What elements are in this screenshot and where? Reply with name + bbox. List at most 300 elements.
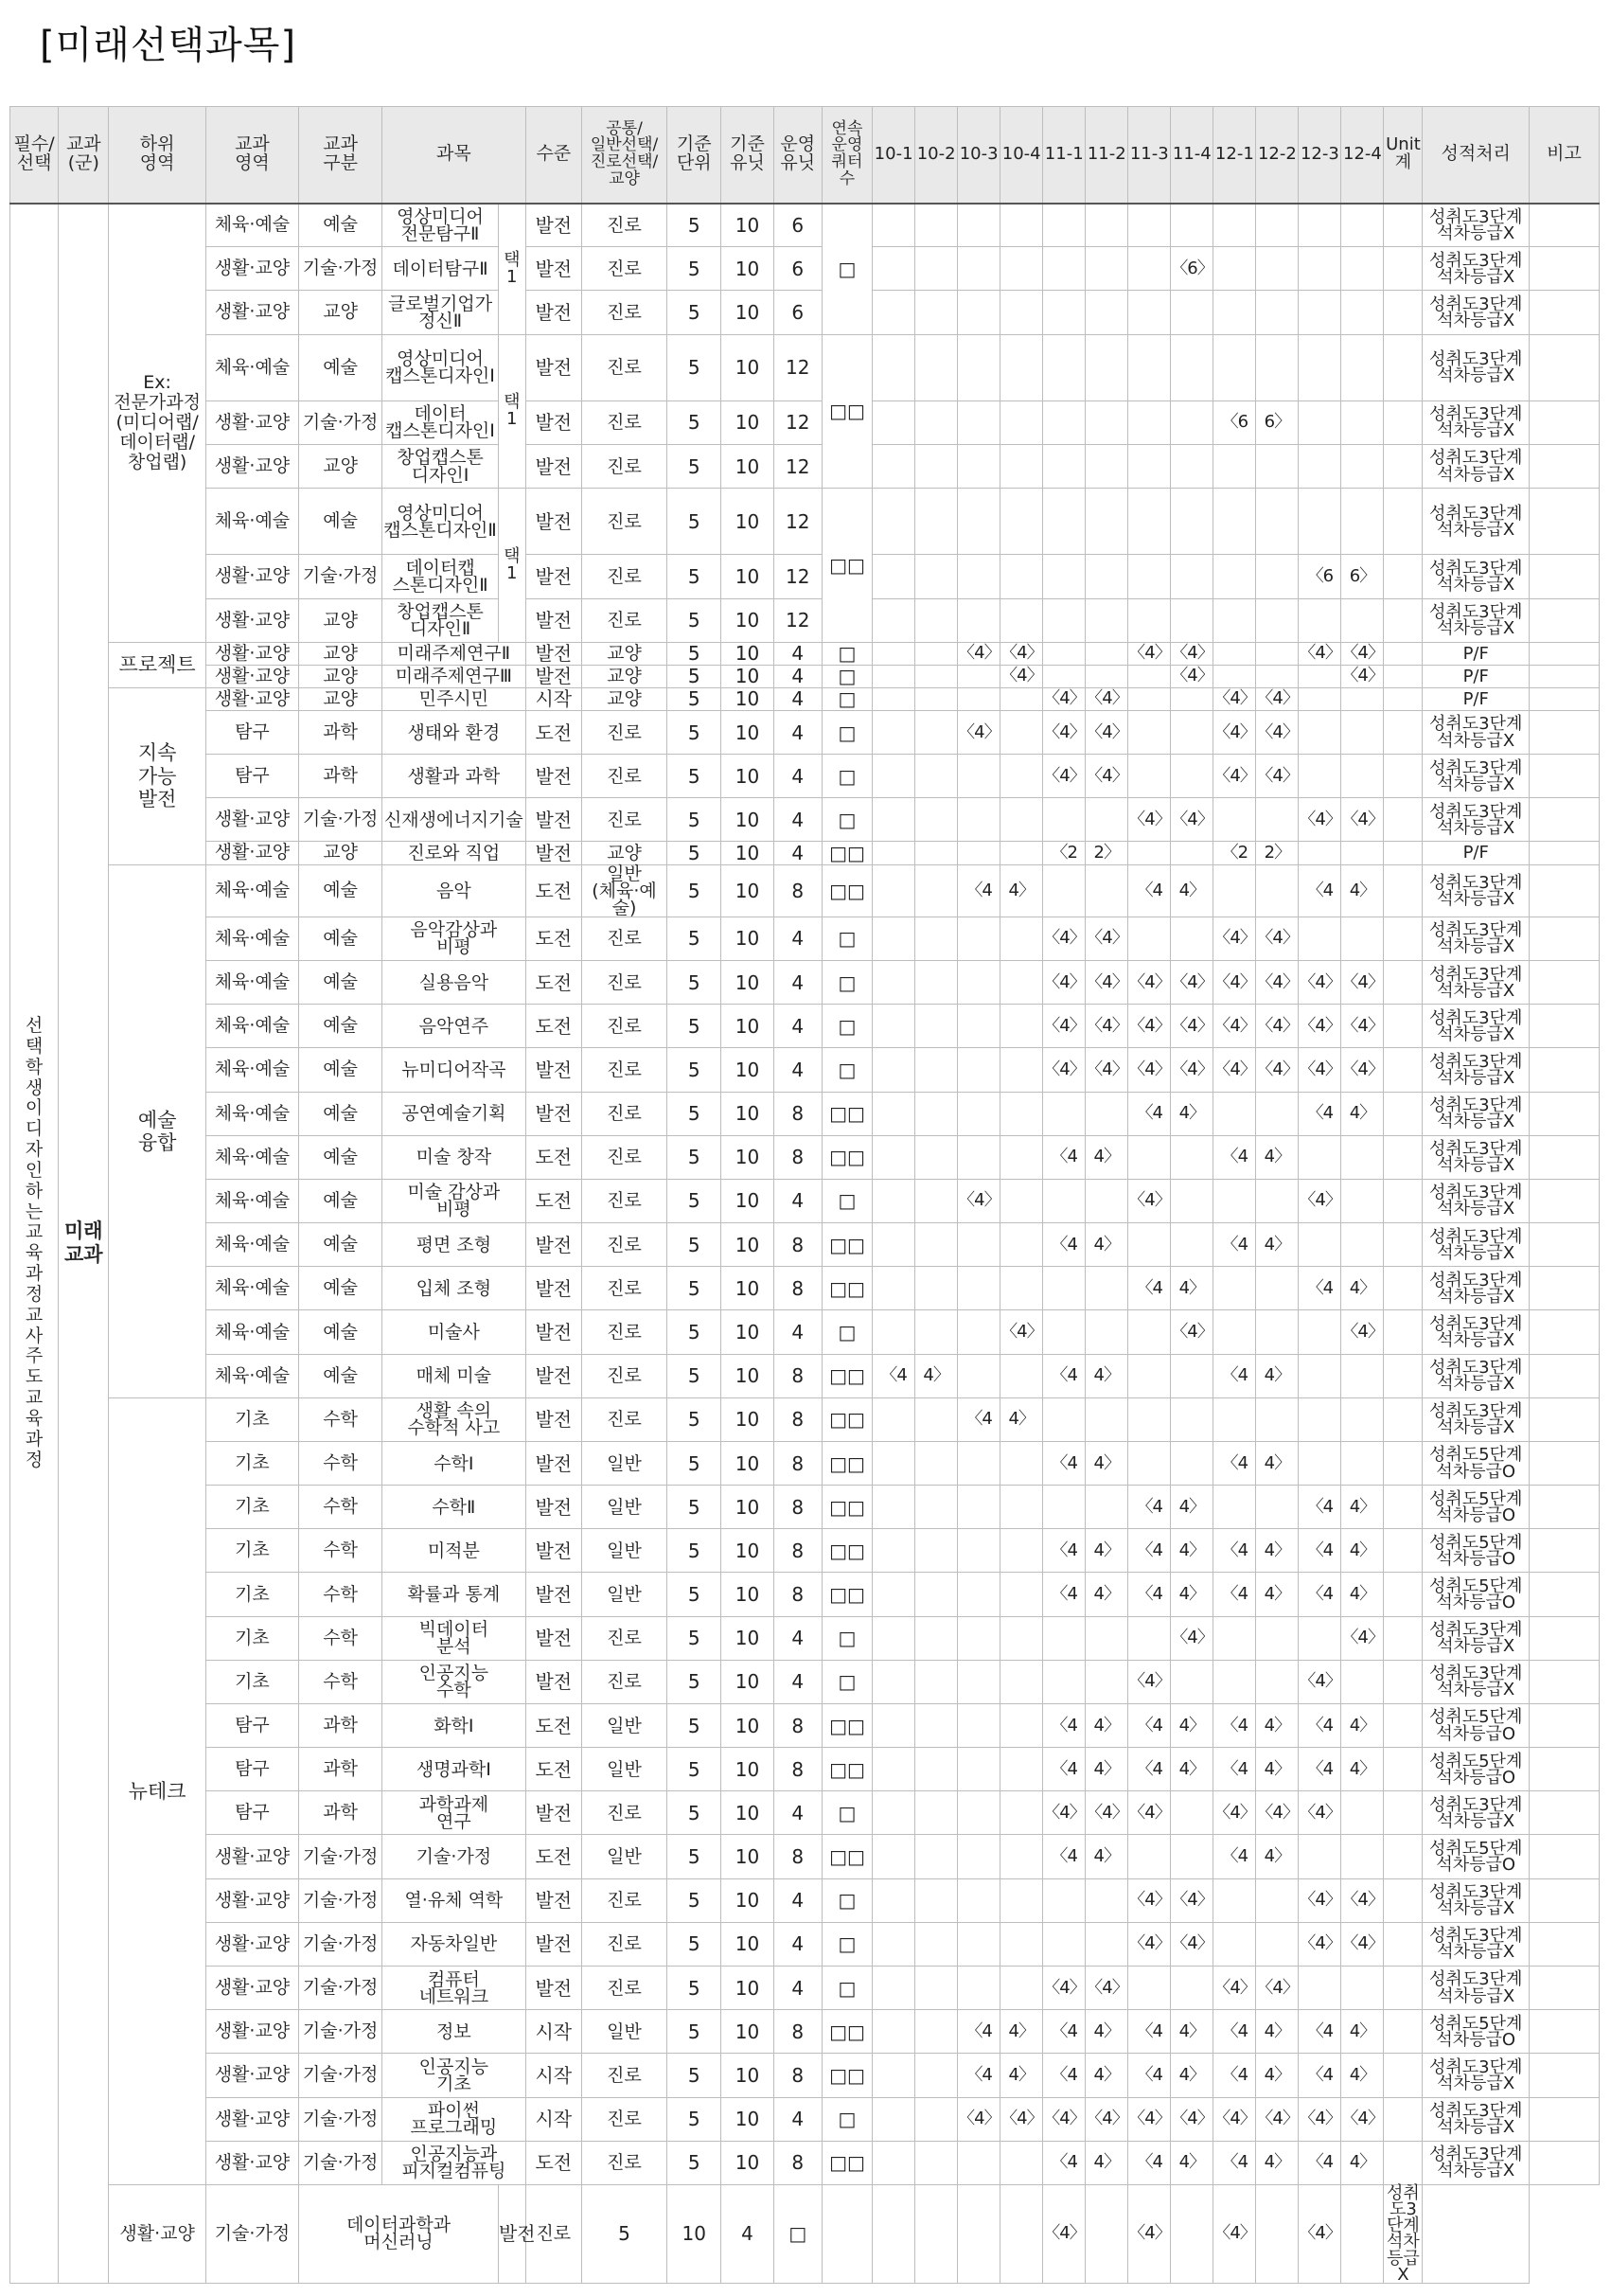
- semester-cell: [1000, 755, 1043, 798]
- level: 발전: [525, 1092, 581, 1135]
- std-units: 10: [721, 1441, 773, 1485]
- table-row: [10, 1267, 1600, 1310]
- level: 시작: [525, 2054, 581, 2097]
- semester-cell: 〈4〉: [1171, 1005, 1213, 1048]
- semester-cell: [1000, 917, 1043, 960]
- subject-name: 평면 조형: [382, 1223, 526, 1267]
- op-units: 8: [773, 1748, 822, 1791]
- semester-cell: 〈4〉: [1043, 1005, 1086, 1048]
- note-cell: [1530, 2141, 1600, 2184]
- semester-cell: 〈4〉: [1128, 2097, 1171, 2141]
- unit-total: [1384, 1486, 1423, 1529]
- semester-cell: [873, 2010, 915, 2054]
- std-unit: 5: [667, 1660, 721, 1703]
- semester-cell: [1128, 204, 1171, 247]
- semester-cell: [1341, 1441, 1384, 1485]
- semester-cell: 〈4〉: [1171, 2097, 1213, 2141]
- semester-cell: [1086, 555, 1128, 598]
- continuous-quarter: □□: [822, 1267, 872, 1310]
- subject-area: 기초: [205, 1573, 298, 1616]
- std-units: 10: [721, 1835, 773, 1878]
- continuous-quarter: □□: [822, 1354, 872, 1397]
- unit-total: [1384, 1310, 1423, 1354]
- semester-cell: 〈4〉: [1213, 917, 1256, 960]
- std-unit: 5: [667, 1354, 721, 1397]
- unit-total: [1384, 1441, 1423, 1485]
- semester-cell: [1000, 555, 1043, 598]
- semester-cell: 4〉: [1341, 1486, 1384, 1529]
- level: 도전: [525, 1179, 581, 1222]
- continuous-quarter: □: [822, 1179, 872, 1222]
- semester-cell: 〈4〉: [1299, 1005, 1341, 1048]
- subject-area: 생활·교양: [205, 291, 298, 334]
- course-type: 진로: [581, 1660, 666, 1703]
- std-unit: 5: [667, 291, 721, 334]
- unit-total: [1384, 710, 1423, 754]
- course-type: 일반 (체육·예술): [581, 864, 666, 917]
- semester-cell: 〈4〉: [1171, 961, 1213, 1005]
- semester-cell: [873, 961, 915, 1005]
- unit-total: [1384, 1573, 1423, 1616]
- subject-name: 인공지능과 피지컬컴퓨팅: [382, 2141, 526, 2184]
- semester-cell: 4〉: [1171, 1529, 1213, 1573]
- semester-cell: 4〉: [1171, 2141, 1213, 2184]
- table-row: [10, 247, 1600, 291]
- continuous-quarter: □: [822, 1791, 872, 1835]
- semester-cell: [822, 2184, 872, 2283]
- semester-cell: [958, 917, 1000, 960]
- note-cell: [1530, 798, 1600, 842]
- grading-method: 성취도3단계 석차등급X: [1423, 1922, 1530, 1966]
- subject-kind: 예술: [299, 1179, 382, 1222]
- semester-cell: 〈4〉: [1256, 1791, 1299, 1835]
- std-units: 10: [721, 1354, 773, 1397]
- subject-kind: 예술: [299, 1354, 382, 1397]
- grading-method: 성취도5단계 석차등급O: [1423, 1441, 1530, 1485]
- std-units: 10: [721, 2010, 773, 2054]
- semester-cell: [1341, 1660, 1384, 1703]
- std-unit: 5: [667, 1397, 721, 1441]
- std-units: 10: [721, 1922, 773, 1966]
- semester-cell: [1128, 1835, 1171, 1878]
- note-cell: [1530, 1179, 1600, 1222]
- subject-kind: 과학: [299, 755, 382, 798]
- op-units: 12: [773, 555, 822, 598]
- std-unit: 5: [667, 489, 721, 555]
- semester-cell: [1256, 1397, 1299, 1441]
- table-row: [10, 1967, 1600, 2010]
- table-row: [10, 961, 1600, 1005]
- grading-method: 성취도3단계 석차등급X: [1423, 1267, 1530, 1310]
- curriculum-table: [9, 106, 1600, 2284]
- semester-cell: [958, 961, 1000, 1005]
- grading-method: 성취도3단계 석차등급X: [1423, 1092, 1530, 1135]
- subject-area: 생활·교양: [205, 2097, 298, 2141]
- semester-cell: 〈4: [1213, 1573, 1256, 1616]
- col-header-type: 공통/ 일반선택/ 진로선택/ 교양: [581, 107, 666, 204]
- semester-cell: [958, 489, 1000, 555]
- semester-cell: [1043, 798, 1086, 842]
- semester-cell: 〈4: [1128, 1092, 1171, 1135]
- semester-cell: [1213, 444, 1256, 488]
- semester-cell: 〈4〉: [1256, 687, 1299, 710]
- std-units: 10: [721, 555, 773, 598]
- semester-cell: [1299, 1441, 1341, 1485]
- unit-total: [1384, 2141, 1423, 2184]
- semester-cell: [1086, 291, 1128, 334]
- grading-method: P/F: [1423, 842, 1530, 864]
- semester-cell: 〈4〉: [1171, 1048, 1213, 1092]
- table-row: [10, 665, 1600, 687]
- subarea-project: 프로젝트: [109, 642, 205, 687]
- semester-cell: [915, 1748, 958, 1791]
- semester-cell: 〈4〉: [1043, 755, 1086, 798]
- table-row: [10, 1791, 1600, 1835]
- table-row: [10, 1005, 1600, 1048]
- semester-cell: 〈4: [1043, 1441, 1086, 1485]
- semester-cell: [1000, 489, 1043, 555]
- semester-cell: [958, 291, 1000, 334]
- unit-total: [1384, 2097, 1423, 2141]
- semester-cell: [1256, 1179, 1299, 1222]
- subject-kind: 기술·가정: [299, 400, 382, 444]
- table-row: [10, 1573, 1600, 1616]
- subject-name: 미술 창작: [382, 1135, 526, 1179]
- std-units: 10: [721, 1967, 773, 2010]
- semester-cell: 〈4: [1043, 1223, 1086, 1267]
- col-header-std-unit: 기준 단위: [667, 107, 721, 204]
- std-unit: 5: [667, 204, 721, 247]
- course-type: 진로: [581, 2141, 666, 2184]
- semester-cell: [1000, 1048, 1043, 1092]
- semester-cell: [915, 710, 958, 754]
- unit-total: [1341, 2184, 1384, 2283]
- continuous-quarter: □□: [822, 334, 872, 489]
- op-units: 12: [773, 489, 822, 555]
- semester-cell: 〈4: [1213, 1703, 1256, 1747]
- subject-name: 열·유체 역학: [382, 1878, 526, 1922]
- semester-cell: [915, 1529, 958, 1573]
- semester-cell: [1341, 1835, 1384, 1878]
- grading-method: 성취도3단계 석차등급X: [1423, 917, 1530, 960]
- semester-cell: [1299, 1835, 1341, 1878]
- semester-cell: 〈4: [1213, 1354, 1256, 1397]
- std-unit: 5: [667, 1703, 721, 1747]
- semester-cell: 〈4〉: [1171, 642, 1213, 665]
- level: 발전: [498, 2184, 525, 2283]
- subject-name: 확률과 통계: [382, 1573, 526, 1616]
- semester-cell: 〈4〉: [1043, 2184, 1086, 2283]
- semester-cell: [958, 687, 1000, 710]
- semester-cell: 〈2: [1043, 842, 1086, 864]
- std-unit: 5: [667, 1616, 721, 1660]
- subject-name: 생활 속의 수학적 사고: [382, 1397, 526, 1441]
- unit-total: [1384, 1092, 1423, 1135]
- semester-cell: 〈4: [1043, 2141, 1086, 2184]
- subject-name: 수학Ⅰ: [382, 1441, 526, 1485]
- continuous-quarter: □: [822, 917, 872, 960]
- subject-area: 체육·예술: [205, 1267, 298, 1310]
- semester-cell: [1341, 687, 1384, 710]
- subject-kind: 예술: [299, 1005, 382, 1048]
- grading-method: P/F: [1423, 642, 1530, 665]
- subject-kind: 기술·가정: [299, 2054, 382, 2097]
- semester-cell: 〈6〉: [1171, 247, 1213, 291]
- semester-cell: [915, 755, 958, 798]
- semester-cell: [1043, 1267, 1086, 1310]
- level: 발전: [525, 247, 581, 291]
- semester-cell: 4〉: [1086, 1573, 1128, 1616]
- level: 발전: [525, 1354, 581, 1397]
- semester-cell: [1213, 1616, 1256, 1660]
- semester-cell: [1299, 1967, 1341, 2010]
- semester-cell: [1171, 755, 1213, 798]
- subject-name: 신재생에너지기술: [382, 798, 526, 842]
- semester-cell: [873, 755, 915, 798]
- semester-cell: 4〉: [1341, 1267, 1384, 1310]
- subject-name: 인공지능 기초: [382, 2054, 526, 2097]
- table-row: [10, 2054, 1600, 2097]
- semester-cell: [1043, 1922, 1086, 1966]
- unit-total: [1384, 1660, 1423, 1703]
- semester-cell: [1086, 1092, 1128, 1135]
- semester-cell: 〈4〉: [1086, 2097, 1128, 2141]
- semester-cell: [915, 2010, 958, 2054]
- col-header-sem: 10-1: [873, 107, 915, 204]
- semester-cell: 2〉: [1086, 842, 1128, 864]
- semester-cell: [873, 1878, 915, 1922]
- semester-cell: [1000, 1616, 1043, 1660]
- semester-cell: 〈4: [1128, 1573, 1171, 1616]
- level: 시작: [525, 2097, 581, 2141]
- std-units: 10: [721, 291, 773, 334]
- col-header-sem: 12-1: [1213, 107, 1256, 204]
- semester-cell: [915, 1092, 958, 1135]
- semester-cell: [1086, 1397, 1128, 1441]
- subject-name: 빅데이터 분석: [382, 1616, 526, 1660]
- header-row: [10, 107, 1600, 204]
- std-units: 10: [721, 755, 773, 798]
- semester-cell: 〈4〉: [958, 1179, 1000, 1222]
- unit-total: [1384, 917, 1423, 960]
- op-units: 8: [773, 2141, 822, 2184]
- continuous-quarter: □□: [822, 2054, 872, 2097]
- note-cell: [1530, 555, 1600, 598]
- semester-cell: [1171, 489, 1213, 555]
- semester-cell: [1299, 444, 1341, 488]
- semester-cell: 〈4〉: [1086, 1791, 1128, 1835]
- op-units: 8: [773, 1529, 822, 1573]
- semester-cell: [873, 489, 915, 555]
- subject-kind: 수학: [299, 1397, 382, 1441]
- std-units: 10: [721, 2141, 773, 2184]
- level: 발전: [525, 555, 581, 598]
- table-row: [10, 1748, 1600, 1791]
- semester-cell: [1213, 1267, 1256, 1310]
- continuous-quarter: □□: [822, 1135, 872, 1179]
- subject-area: 생활·교양: [205, 642, 298, 665]
- note-cell: [1530, 642, 1600, 665]
- subject-area: 기초: [205, 1529, 298, 1573]
- course-type: 진로: [581, 291, 666, 334]
- level: 도전: [525, 864, 581, 917]
- subject-area: 생활·교양: [205, 598, 298, 642]
- grading-method: 성취도3단계 석차등급X: [1423, 1660, 1530, 1703]
- op-units: 6: [773, 247, 822, 291]
- semester-cell: 〈4〉: [1128, 1660, 1171, 1703]
- semester-cell: [1000, 710, 1043, 754]
- note-cell: [1530, 444, 1600, 488]
- semester-cell: 〈4: [1299, 2010, 1341, 2054]
- semester-cell: [1256, 247, 1299, 291]
- semester-cell: [873, 334, 915, 400]
- grading-method: 성취도3단계 석차등급X: [1423, 2141, 1530, 2184]
- semester-cell: [1171, 1179, 1213, 1222]
- semester-cell: [1341, 291, 1384, 334]
- semester-cell: 〈4〉: [1213, 961, 1256, 1005]
- continuous-quarter: □: [822, 665, 872, 687]
- semester-cell: [1341, 1135, 1384, 1179]
- op-units: 4: [773, 1967, 822, 2010]
- std-unit: 5: [667, 334, 721, 400]
- semester-cell: [1256, 1092, 1299, 1135]
- semester-cell: [958, 1441, 1000, 1485]
- semester-cell: [1128, 247, 1171, 291]
- semester-cell: [1171, 1223, 1213, 1267]
- grading-method: 성취도3단계 석차등급X: [1423, 247, 1530, 291]
- semester-cell: [1043, 1092, 1086, 1135]
- level: 도전: [525, 917, 581, 960]
- std-unit: 5: [667, 961, 721, 1005]
- semester-cell: [915, 1441, 958, 1485]
- semester-cell: [1341, 204, 1384, 247]
- semester-cell: 〈4〉: [1128, 1878, 1171, 1922]
- subject-name: 생태와 환경: [382, 710, 526, 754]
- semester-cell: [1086, 1310, 1128, 1354]
- semester-cell: [958, 1616, 1000, 1660]
- semester-cell: [1256, 598, 1299, 642]
- semester-cell: [958, 1354, 1000, 1397]
- std-units: 10: [721, 204, 773, 247]
- course-type: 진로: [581, 1354, 666, 1397]
- unit-total: [1384, 1878, 1423, 1922]
- op-units: 8: [773, 1441, 822, 1485]
- semester-cell: [1213, 798, 1256, 842]
- semester-cell: 〈4: [1128, 1703, 1171, 1747]
- course-type: 진로: [581, 204, 666, 247]
- subject-name: 입체 조형: [382, 1267, 526, 1310]
- unit-total: [1384, 2010, 1423, 2054]
- semester-cell: [1043, 555, 1086, 598]
- semester-cell: [958, 1267, 1000, 1310]
- grading-method: 성취도5단계 석차등급O: [1423, 2010, 1530, 2054]
- table-row: [10, 444, 1600, 488]
- unit-total: [1384, 1397, 1423, 1441]
- level: 발전: [525, 204, 581, 247]
- subject-kind: 교양: [299, 665, 382, 687]
- grading-method: 성취도3단계 석차등급X: [1423, 291, 1530, 334]
- semester-cell: [873, 1573, 915, 1616]
- semester-cell: [915, 1573, 958, 1616]
- note-cell: [1530, 291, 1600, 334]
- semester-cell: [873, 598, 915, 642]
- semester-cell: [1256, 489, 1299, 555]
- table-row: [10, 917, 1600, 960]
- semester-cell: [1128, 1967, 1171, 2010]
- semester-cell: 〈4: [1128, 1748, 1171, 1791]
- semester-cell: [1086, 864, 1128, 917]
- subject-area: 생활·교양: [205, 400, 298, 444]
- semester-cell: [958, 334, 1000, 400]
- op-units: 4: [773, 1878, 822, 1922]
- semester-cell: 4〉: [1086, 2141, 1128, 2184]
- semester-cell: [915, 555, 958, 598]
- semester-cell: 〈4〉: [1171, 1616, 1213, 1660]
- note-cell: [1530, 1267, 1600, 1310]
- std-units: 10: [721, 2097, 773, 2141]
- semester-cell: [873, 710, 915, 754]
- note-cell: [1530, 1835, 1600, 1878]
- continuous-quarter: □□: [822, 2010, 872, 2054]
- semester-cell: [915, 598, 958, 642]
- op-units: 4: [773, 1616, 822, 1660]
- semester-cell: [1256, 2184, 1299, 2283]
- subject-name: 정보: [382, 2010, 526, 2054]
- table-row: [10, 1048, 1600, 1092]
- subject-kind: 교양: [299, 642, 382, 665]
- op-units: 4: [773, 755, 822, 798]
- semester-cell: [1086, 2184, 1128, 2283]
- course-type: 진로: [581, 1616, 666, 1660]
- subject-kind: 기술·가정: [299, 555, 382, 598]
- subject-name: 컴퓨터 네트워크: [382, 1967, 526, 2010]
- subject-kind: 예술: [299, 1048, 382, 1092]
- level: 발전: [525, 842, 581, 864]
- subject-area: 생활·교양: [205, 665, 298, 687]
- level: 도전: [525, 1005, 581, 1048]
- continuous-quarter: □: [822, 1005, 872, 1048]
- subject-area: 체육·예술: [205, 961, 298, 1005]
- semester-cell: [1299, 400, 1341, 444]
- semester-cell: [1000, 1660, 1043, 1703]
- subject-name: 인공지능 수학: [382, 1660, 526, 1703]
- subject-area: 기초: [205, 1397, 298, 1441]
- semester-cell: [1213, 204, 1256, 247]
- subject-kind: 교양: [299, 291, 382, 334]
- grading-method: 성취도3단계 석차등급X: [1423, 961, 1530, 1005]
- semester-cell: 〈4〉: [1341, 1005, 1384, 1048]
- grading-method: 성취도3단계 석차등급X: [1423, 1616, 1530, 1660]
- semester-cell: 〈4〉: [1043, 1048, 1086, 1092]
- col-header-level: 수준: [525, 107, 581, 204]
- unit-total: [1384, 864, 1423, 917]
- grading-method: 성취도3단계 석차등급X: [1423, 1878, 1530, 1922]
- grading-method: 성취도3단계 석차등급X: [1423, 710, 1530, 754]
- continuous-quarter: □□: [822, 1748, 872, 1791]
- course-type: 일반: [581, 1703, 666, 1747]
- continuous-quarter: □: [822, 687, 872, 710]
- semester-cell: 4〉: [1171, 1486, 1213, 1529]
- op-units: 8: [773, 1397, 822, 1441]
- unit-total: [1384, 687, 1423, 710]
- semester-cell: 〈4〉: [1213, 710, 1256, 754]
- semester-cell: [1128, 710, 1171, 754]
- semester-cell: 〈4: [1043, 2010, 1086, 2054]
- semester-cell: [958, 247, 1000, 291]
- unit-total: [1384, 400, 1423, 444]
- semester-cell: [915, 1005, 958, 1048]
- op-units: 8: [773, 1486, 822, 1529]
